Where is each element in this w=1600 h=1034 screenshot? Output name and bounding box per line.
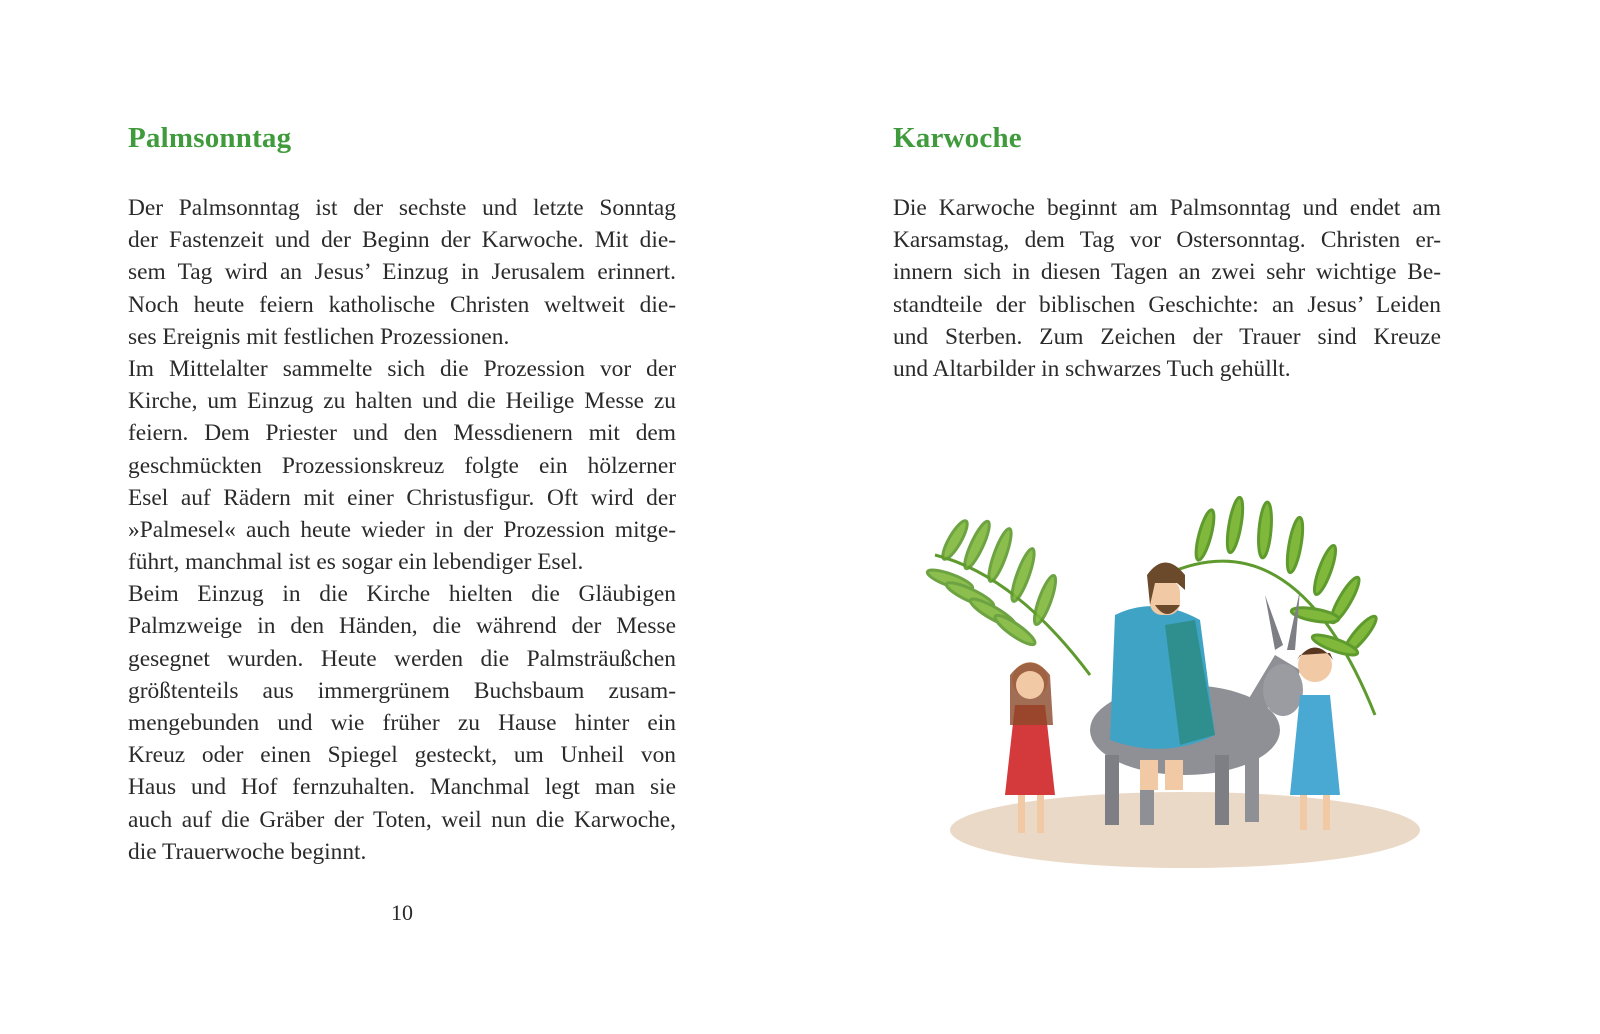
text-line: standteile der biblischen Geschichte: an Jesus’ Leiden: [893, 291, 1441, 318]
text-line: Karsamstag, dem Tag vor Ostersonntag. Christen er-: [893, 227, 1441, 254]
text-line: Kreuz oder einen Spiegel gesteckt, um Unheil von: [128, 742, 676, 769]
text-line: Noch heute feiern katholische Christen weltweit die-: [128, 291, 676, 318]
body-text: [893, 192, 1441, 385]
text-line: geschmückten Prozessionskreuz folgte ein hölzerner: [128, 452, 676, 479]
text-line: der Fastenzeit und der Beginn der Karwoche. Mit die-: [128, 227, 676, 254]
text-line: Der Palmsonntag ist der sechste und letzte Sonntag: [128, 195, 676, 221]
text-line: auch auf die Gräber der Toten, weil nun die Karwoche,: [128, 806, 676, 833]
palm-frond-left: [925, 518, 1090, 675]
text-line: Im Mittelalter sammelte sich die Prozession vor der: [128, 355, 676, 382]
text-line: Kirche, um Einzug zu halten und die Heilige Messe zu: [128, 388, 676, 415]
section-heading-karwoche: Karwoche: [893, 122, 1022, 154]
text-line: »Palmesel« auch heute wieder in der Prozession mitge-: [128, 516, 676, 543]
body-text: [128, 192, 676, 868]
text-line: größtenteils aus immergrünem Buchsbaum zusam-: [128, 677, 676, 704]
text-line: und Sterben. Zum Zeichen der Trauer sind Kreuze: [893, 323, 1441, 350]
text-line: sem Tag wird an Jesus’ Einzug in Jerusalem erinnert.: [128, 259, 676, 286]
text-line: die Trauerwoche beginnt.: [128, 838, 367, 865]
text-line: führt, manchmal ist es sogar ein lebendiger Esel.: [128, 549, 584, 576]
text-line: gesegnet wurden. Heute werden die Palmsträußchen: [128, 645, 676, 672]
page-number: 10: [391, 900, 413, 925]
text-line: innern sich in diesen Tagen an zwei sehr wichtige Be-: [893, 259, 1441, 286]
text-line: Esel auf Rädern mit einer Christusfigur. Oft wird der: [128, 484, 676, 511]
text-line: Beim Einzug in die Kirche hielten die Gläubigen: [128, 581, 676, 608]
text-line: Palmzweige in den Händen, die während der Messe: [128, 613, 676, 640]
text-line: feiern. Dem Priester und den Messdienern mit dem: [128, 420, 676, 447]
text-line: ses Ereignis mit festlichen Prozessionen.: [128, 323, 510, 350]
section-heading-palmsonntag: Palmsonntag: [128, 122, 292, 154]
text-line: und Altarbilder in schwarzes Tuch gehüllt.: [893, 355, 1291, 382]
text-line: mengebunden und wie früher zu Hause hinter ein: [128, 710, 676, 736]
palm-sunday-illustration: [915, 495, 1445, 880]
text-line: Die Karwoche beginnt am Palmsonntag und endet am: [893, 195, 1441, 221]
text-line: Haus und Hof fernzuhalten. Manchmal legt man sie: [128, 774, 676, 801]
